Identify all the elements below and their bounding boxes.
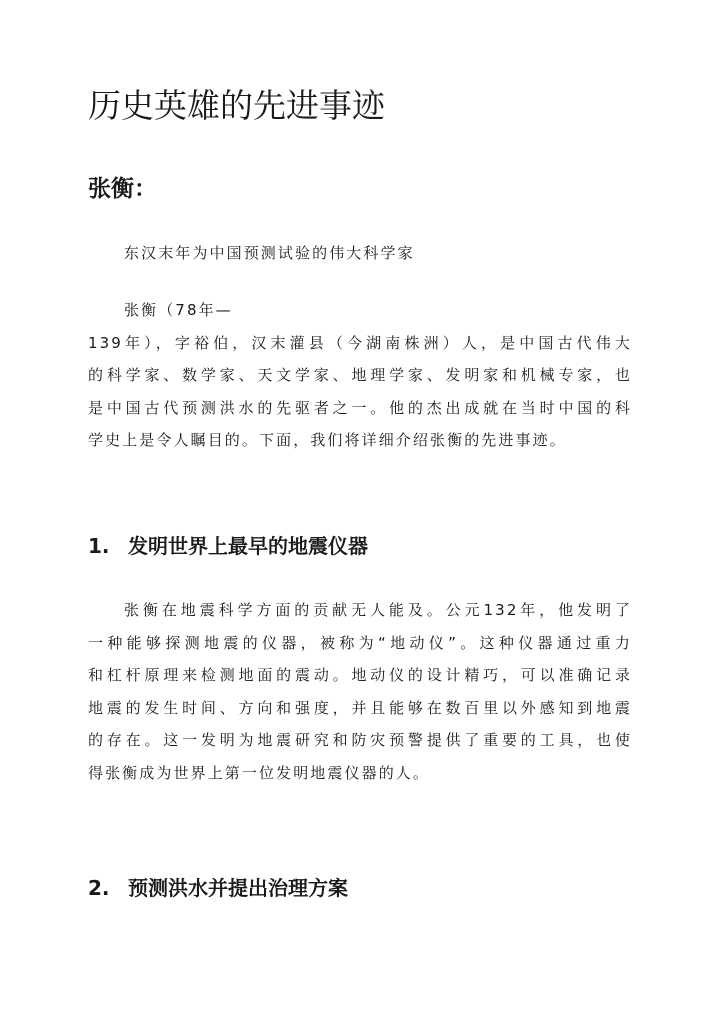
subtitle-paragraph (88, 237, 632, 270)
paragraph-line: 139年），字裕伯，汉末灌县（今湖南株洲）人，是中国古代伟大 (88, 333, 632, 352)
biography-paragraph (88, 294, 632, 457)
section-number: 1. (88, 534, 110, 558)
paragraph-line: 得张衡成为世界上第一位发明地震仪器的人。 (88, 763, 431, 782)
paragraph-line: 一种能够探测地震的仪器，被称为“地动仪”。这种仪器通过重力 (88, 633, 632, 652)
section-number: 2. (88, 876, 110, 900)
section-1-paragraph (88, 594, 632, 789)
paragraph-line: 学史上是令人瞩目的。下面，我们将详细介绍张衡的先进事迹。 (88, 431, 567, 449)
paragraph-line: 的科学家、数学家、天文学家、地理学家、发明家和机械专家，也 (88, 366, 632, 384)
subtitle-line: 东汉末年为中国预测试验的伟大科学家 (124, 244, 415, 262)
section-title: 预测洪水并提出治理方案 (128, 876, 348, 900)
paragraph-line: 地震的发生时间、方向和强度，并且能够在数百里以外感知到地震 (88, 698, 632, 717)
section-heading-1 (88, 531, 368, 561)
paragraph-line: 张衡在地震科学方面的贡献无人能及。公元132年，他发明了 (124, 601, 632, 619)
page-title: 历史英雄的先进事迹 (88, 86, 385, 125)
paragraph-line: 和杠杆原理来检测地面的震动。地动仪的设计精巧，可以准确记录 (88, 666, 632, 684)
section-heading-2 (88, 873, 348, 903)
paragraph-line: 的存在。这一发明为地震研究和防灾预警提供了重要的工具，也使 (88, 731, 632, 749)
paragraph-line: 是中国古代预测洪水的先驱者之一。他的杰出成就在当时中国的科 (88, 398, 632, 417)
section-title: 发明世界上最早的地震仪器 (128, 534, 368, 558)
person-heading: 张衡： (88, 176, 157, 202)
paragraph-line: 张衡（78年— (124, 301, 233, 319)
